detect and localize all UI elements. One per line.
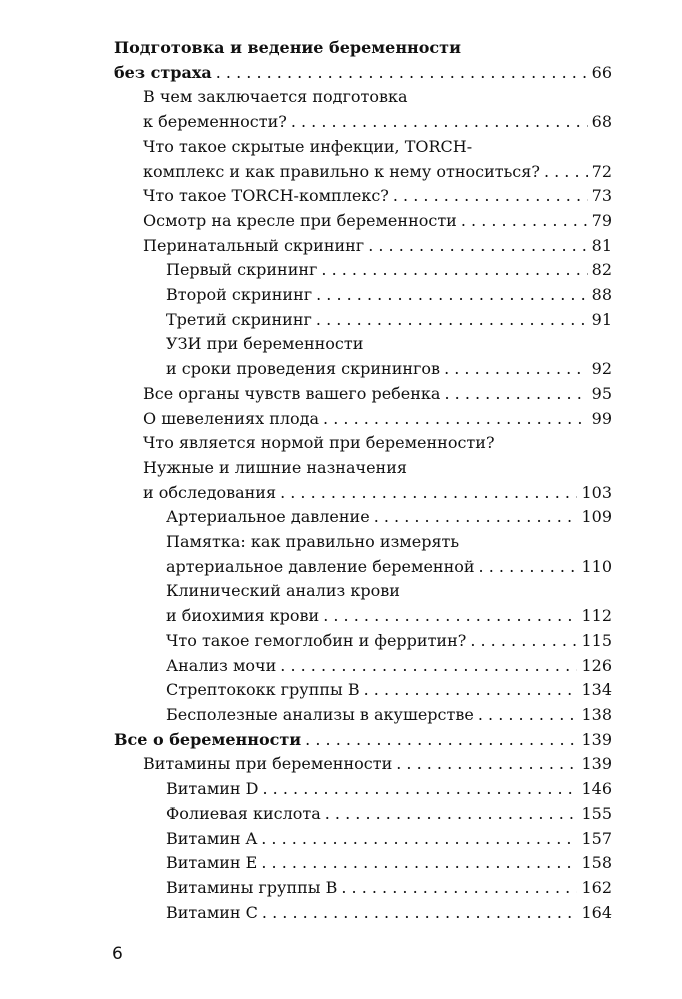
toc-entry-title-line: Все органы чувств вашего ребенка: [143, 383, 441, 403]
toc-entry-row: [166, 703, 612, 728]
toc-entry-title-line: УЗИ при беременности: [166, 334, 364, 354]
page-number: 6: [112, 944, 123, 964]
toc-entry-row: [166, 851, 612, 876]
toc-entry[interactable]: [100, 332, 612, 381]
toc-entry-row: [143, 209, 612, 234]
toc-entry-title-line: без страха: [114, 62, 212, 82]
toc-page-number: 162: [581, 877, 612, 897]
toc-entry-title-line: Что такое TORCH-комплекс?: [143, 186, 389, 206]
toc-page-number: 146: [581, 779, 612, 799]
toc-page-number: 66: [591, 62, 612, 82]
toc-entry[interactable]: [100, 530, 612, 579]
dot-leader: [544, 160, 588, 185]
toc-entry-row: [143, 184, 612, 209]
toc-entry-row: [166, 654, 612, 679]
toc-entry-title-line: Артериальное давление: [166, 507, 370, 527]
toc-entry-title-line: Что является нормой при беременности?: [143, 433, 495, 453]
dot-leader: [374, 505, 578, 530]
dot-leader: [280, 481, 577, 506]
toc-entry[interactable]: [100, 678, 612, 703]
toc-entry-row: [143, 234, 612, 259]
toc-entry[interactable]: [100, 703, 612, 728]
toc-entry-title-line: Витамин E: [166, 853, 258, 873]
dot-leader: [341, 876, 577, 901]
dot-leader: [323, 407, 588, 432]
toc-entry-row: [166, 555, 612, 580]
toc-entry-row: [166, 258, 612, 283]
toc-entry-title-line: Витамин A: [166, 828, 258, 848]
toc-page-number: 109: [581, 507, 612, 527]
toc-entry-title-line: к беременности?: [143, 112, 287, 132]
toc-entry-row: [114, 61, 612, 86]
toc-entry-title-line: Витамины группы B: [166, 877, 338, 897]
toc-entry-row: [143, 752, 612, 777]
toc-entry-title-line: Витамин C: [166, 902, 258, 922]
toc-page-number: 158: [581, 853, 612, 873]
toc-page-number: 157: [581, 828, 612, 848]
dot-leader: [444, 357, 588, 382]
dot-leader: [364, 678, 578, 703]
toc-entry-row: [166, 827, 612, 852]
toc-entry-title-line: артериальное давление беременной: [166, 556, 475, 576]
dot-leader: [470, 629, 577, 654]
toc-entry-row: [166, 357, 612, 382]
toc-page-number: 82: [591, 260, 612, 280]
toc-entry-title-line: Клинический анализ крови: [166, 581, 400, 601]
toc-entry[interactable]: [100, 752, 612, 777]
toc-page-number: 91: [591, 309, 612, 329]
toc-entry[interactable]: [100, 901, 612, 926]
toc-entry-row: [143, 481, 612, 506]
dot-leader: [261, 827, 577, 852]
toc-entry[interactable]: [100, 654, 612, 679]
toc-entry[interactable]: [100, 135, 612, 184]
toc-entry[interactable]: [100, 505, 612, 530]
toc-entry-row: [143, 407, 612, 432]
toc-page-number: 139: [581, 754, 612, 774]
toc-entry-title-line: Подготовка и ведение беременности: [114, 38, 461, 57]
dot-leader: [262, 901, 578, 926]
toc-entry-title-line: Фолиевая кислота: [166, 803, 321, 823]
toc-entry-title-line: Осмотр на кресле при беременности: [143, 210, 457, 230]
toc-entry[interactable]: [100, 827, 612, 852]
dot-leader: [263, 777, 578, 802]
toc-entry-row: [166, 308, 612, 333]
toc-entry-title-line: и сроки проведения скринингов: [166, 359, 441, 379]
toc-entry-title-line: и биохимия крови: [166, 606, 320, 626]
dot-leader: [393, 184, 588, 209]
toc-entry-title-line: Анализ мочи: [166, 655, 277, 675]
toc-entry[interactable]: [100, 184, 612, 209]
toc-entry-row: [143, 382, 612, 407]
toc-page-number: 110: [581, 556, 612, 576]
dot-leader: [261, 851, 577, 876]
dot-leader: [280, 654, 577, 679]
toc-entry[interactable]: [100, 579, 612, 628]
dot-leader: [321, 258, 587, 283]
toc-entry-title-line: комплекс и как правильно к нему относиться?: [143, 161, 540, 181]
toc-page-number: 88: [591, 285, 612, 305]
toc-entry[interactable]: [100, 283, 612, 308]
toc-entry-title-line: Второй скрининг: [166, 285, 313, 305]
toc-entry-title-line: Первый скрининг: [166, 260, 318, 280]
toc-page-number: 81: [591, 235, 612, 255]
toc-entry-row: [166, 876, 612, 901]
toc-entry[interactable]: [100, 209, 612, 234]
toc-page-number: 134: [581, 680, 612, 700]
toc-entry[interactable]: [100, 777, 612, 802]
dot-leader: [316, 283, 588, 308]
toc-page-number: 138: [581, 704, 612, 724]
toc-entry[interactable]: [100, 258, 612, 283]
toc-page-number: 92: [591, 359, 612, 379]
dot-leader: [325, 802, 578, 827]
toc-entry[interactable]: [100, 431, 612, 505]
toc-entry-title-line: О шевелениях плода: [143, 408, 320, 428]
toc-entry-title-line: Нужные и лишние назначения: [143, 457, 407, 477]
dot-leader: [316, 308, 588, 333]
dot-leader: [444, 382, 587, 407]
toc-page-number: 99: [591, 408, 612, 428]
toc-page-number: 126: [581, 655, 612, 675]
toc-entry-row: [166, 678, 612, 703]
toc-entry-row: [114, 728, 612, 753]
table-of-contents: [100, 36, 612, 925]
toc-page-number: 79: [591, 210, 612, 230]
toc-page-number: 103: [581, 482, 612, 502]
toc-entry[interactable]: [100, 85, 612, 134]
toc-entry-title-line: Витамины при беременности: [143, 754, 393, 774]
toc-entry-title-line: Что такое скрытые инфекции, TORCH-: [143, 136, 473, 156]
toc-entry-title-line: Памятка: как правильно измерять: [166, 532, 460, 552]
toc-page-number: 115: [581, 630, 612, 650]
toc-entry[interactable]: [100, 36, 612, 85]
dot-leader: [461, 209, 588, 234]
dot-leader: [216, 61, 588, 86]
dot-leader: [305, 728, 577, 753]
dot-leader: [291, 110, 588, 135]
toc-page-number: 72: [591, 161, 612, 181]
toc-entry-title-line: Витамин D: [166, 779, 259, 799]
toc-entry-title-line: Стрептококк группы B: [166, 680, 360, 700]
toc-entry[interactable]: [100, 851, 612, 876]
toc-entry-title-line: и обследования: [143, 482, 277, 502]
dot-leader: [368, 234, 587, 259]
toc-page-number: 155: [581, 803, 612, 823]
toc-entry-title-line: В чем заключается подготовка: [143, 87, 408, 107]
toc-entry-row: [143, 160, 612, 185]
toc-entry-title-line: Перинатальный скрининг: [143, 235, 365, 255]
toc-entry-row: [166, 283, 612, 308]
toc-entry-row: [166, 629, 612, 654]
toc-page-number: 139: [581, 729, 612, 749]
toc-entry-row: [166, 777, 612, 802]
toc-entry-title-line: Что такое гемоглобин и ферритин?: [166, 630, 467, 650]
toc-entry[interactable]: [100, 234, 612, 259]
toc-entry[interactable]: [100, 876, 612, 901]
toc-entry-row: [143, 110, 612, 135]
toc-page-number: 112: [581, 606, 612, 626]
toc-entry[interactable]: [100, 802, 612, 827]
toc-entry[interactable]: [100, 728, 612, 753]
dot-leader: [396, 752, 577, 777]
dot-leader: [478, 703, 578, 728]
toc-entry-row: [166, 505, 612, 530]
dot-leader: [323, 604, 577, 629]
toc-entry[interactable]: [100, 308, 612, 333]
toc-page-number: 164: [581, 902, 612, 922]
toc-entry[interactable]: [100, 407, 612, 432]
toc-page-number: 68: [591, 112, 612, 132]
toc-entry-row: [166, 802, 612, 827]
dot-leader: [479, 555, 578, 580]
toc-page-number: 95: [591, 383, 612, 403]
toc-entry-title-line: Третий скрининг: [166, 309, 312, 329]
toc-page-number: 73: [591, 186, 612, 206]
toc-entry[interactable]: [100, 629, 612, 654]
toc-entry-title-line: Все о беременности: [114, 729, 302, 749]
toc-entry-row: [166, 901, 612, 926]
toc-entry-row: [166, 604, 612, 629]
toc-entry-title-line: Бесполезные анализы в акушерстве: [166, 704, 474, 724]
toc-entry[interactable]: [100, 382, 612, 407]
